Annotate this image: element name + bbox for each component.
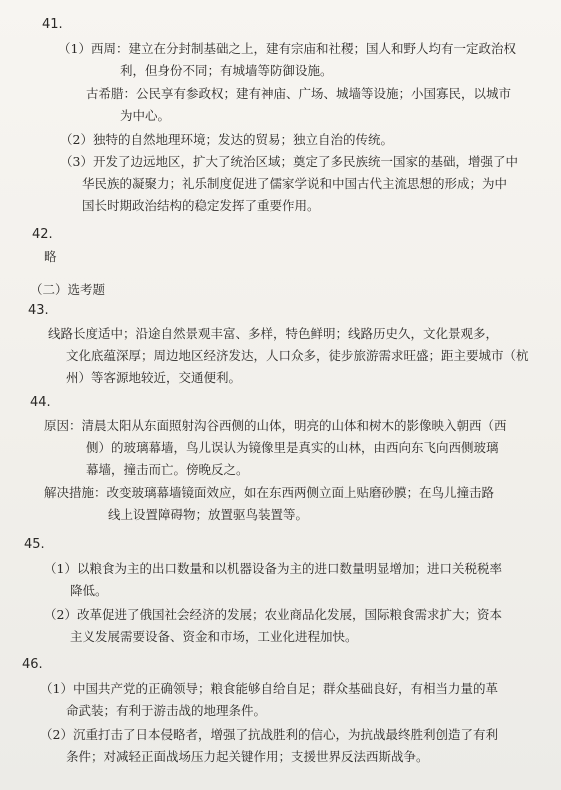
q41-line-2: 利，但身份不同；有城墙等防御设施。 xyxy=(120,63,333,78)
q43-line-2: 文化底蕴深厚；周边地区经济发达，人口众多，徒步旅游需求旺盛；距主要城市（杭 xyxy=(66,348,529,363)
q44-line-1: 原因：清晨太阳从东面照射沟谷西侧的山体，明亮的山体和树木的影像映入朝西（西 xyxy=(44,418,507,433)
question-42-number: 42. xyxy=(32,227,53,242)
q44-line-3: 幕墙，撞击而亡。傍晚反之。 xyxy=(86,462,249,477)
q43-line-1: 线路长度适中；沿途自然景观丰富、多样，特色鲜明；线路历史久，文化景观多， xyxy=(48,326,499,341)
q45-line-1: （1）以粮食为主的出口数量和以机器设备为主的进口数量明显增加；进口关税税率 xyxy=(44,561,502,576)
q46-line-1: （1）中国共产党的正确领导；粮食能够自给自足；群众基础良好，有相当力量的革 xyxy=(40,681,498,696)
q46-line-2: 命武装；有利于游击战的地理条件。 xyxy=(66,703,267,718)
q46-line-3: （2）沉重打击了日本侵略者，增强了抗战胜利的信心，为抗战最终胜利创造了有利 xyxy=(40,727,498,742)
question-41-number: 41. xyxy=(42,17,63,32)
q43-line-3: 州）等客源地较近，交通便利。 xyxy=(66,370,242,385)
question-46-number: 46. xyxy=(22,657,43,672)
question-45-number: 45. xyxy=(24,537,45,552)
q42-line-1: 略 xyxy=(44,249,57,264)
q44-line-4: 解决措施：改变玻璃幕墙镜面效应，如在东西两侧立面上贴磨砂膜；在鸟儿撞击路 xyxy=(44,485,495,500)
question-44-number: 44. xyxy=(30,395,51,410)
q45-line-3: （2）改革促进了俄国社会经济的发展；农业商品化发展，国际粮食需求扩大；资本 xyxy=(44,607,502,622)
q41-line-8: 国长时期政治结构的稳定发挥了重要作用。 xyxy=(82,198,320,213)
q41-line-1: （1）西周：建立在分封制基础之上，建有宗庙和社稷；国人和野人均有一定政治权 xyxy=(58,41,516,56)
q44-line-2: 侧）的玻璃幕墙，鸟儿误认为镜像里是真实的山林，由西向东飞向西侧玻璃 xyxy=(86,440,499,455)
q41-line-6: （3）开发了边远地区，扩大了统治区域；奠定了多民族统一国家的基础，增强了中 xyxy=(60,154,518,169)
q41-line-7: 华民族的凝聚力；礼乐制度促进了儒家学说和中国古代主流思想的形成；为中 xyxy=(82,176,508,191)
q45-line-2: 降低。 xyxy=(70,583,108,598)
q41-line-5: （2）独特的自然地理环境；发达的贸易；独立自治的传统。 xyxy=(60,132,393,147)
q41-line-3: 古希腊：公民享有参政权；建有神庙、广场、城墙等设施；小国寡民，以城市 xyxy=(86,86,512,101)
q44-line-5: 线上设置障碍物；放置驱鸟装置等。 xyxy=(108,507,309,522)
q41-line-4: 为中心。 xyxy=(120,108,171,123)
question-43-number: 43. xyxy=(28,303,49,318)
section-heading: （二）选考题 xyxy=(30,282,106,297)
q45-line-4: 主义发展需要设备、资金和市场，工业化进程加快。 xyxy=(70,629,358,644)
q46-line-4: 条件；对减轻正面战场压力起关键作用；支援世界反法西斯战争。 xyxy=(66,749,429,764)
